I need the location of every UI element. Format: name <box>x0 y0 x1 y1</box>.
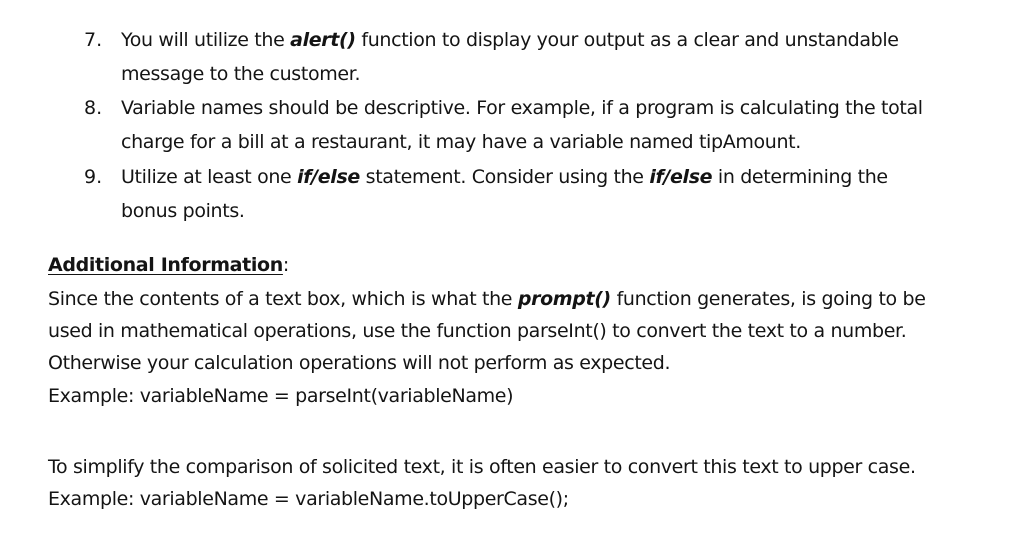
section-heading-text: Additional Information <box>48 254 283 276</box>
list-item-8-line-1: Variable names should be descriptive. For example, if a program is calculating the total <box>121 97 923 119</box>
list-item-7-line-2: message to the customer. <box>121 63 361 85</box>
list-item-8-line-2: charge for a bill at a restaurant, it may have a variable named tipAmount. <box>121 131 801 153</box>
text-run: Since the contents of a text box, which is what the <box>48 288 518 310</box>
touppercase-example: Example: variableName = variableName.toUpperCase(); <box>48 488 569 510</box>
text-run: You will utilize the <box>121 29 291 51</box>
alert-function-name: alert() <box>290 29 356 51</box>
text-run: in determining the <box>712 166 888 188</box>
section-heading <box>48 253 289 277</box>
paragraph-1-line-3: Otherwise your calculation operations will not perform as expected. <box>48 352 671 374</box>
text-run: statement. Consider using the <box>359 166 650 188</box>
parseint-example: Example: variableName = parseInt(variableName) <box>48 385 514 407</box>
paragraph-1-line-2: used in mathematical operations, use the function parseInt() to convert the text to a number. <box>48 320 907 342</box>
prompt-function-name: prompt() <box>517 288 611 310</box>
paragraph-1-line-1 <box>48 287 926 311</box>
if-else-keyword: if/else <box>297 166 360 188</box>
list-item-7-line-1 <box>121 28 899 52</box>
list-item-9-number: 9. <box>84 166 103 188</box>
paragraph-2-line-1: To simplify the comparison of solicited text, it is often easier to convert this text to upper case. <box>48 456 916 478</box>
text-run: Utilize at least one <box>121 166 298 188</box>
list-item-9-line-2: bonus points. <box>121 200 245 222</box>
text-run: function generates, is going to be <box>610 288 926 310</box>
text-run: function to display your output as a clear and unstandable <box>355 29 899 51</box>
list-item-7-number: 7. <box>84 29 103 51</box>
list-item-8-number: 8. <box>84 97 103 119</box>
if-else-keyword: if/else <box>649 166 713 188</box>
list-item-9-line-1 <box>121 165 888 189</box>
section-heading-colon: : <box>282 254 289 276</box>
